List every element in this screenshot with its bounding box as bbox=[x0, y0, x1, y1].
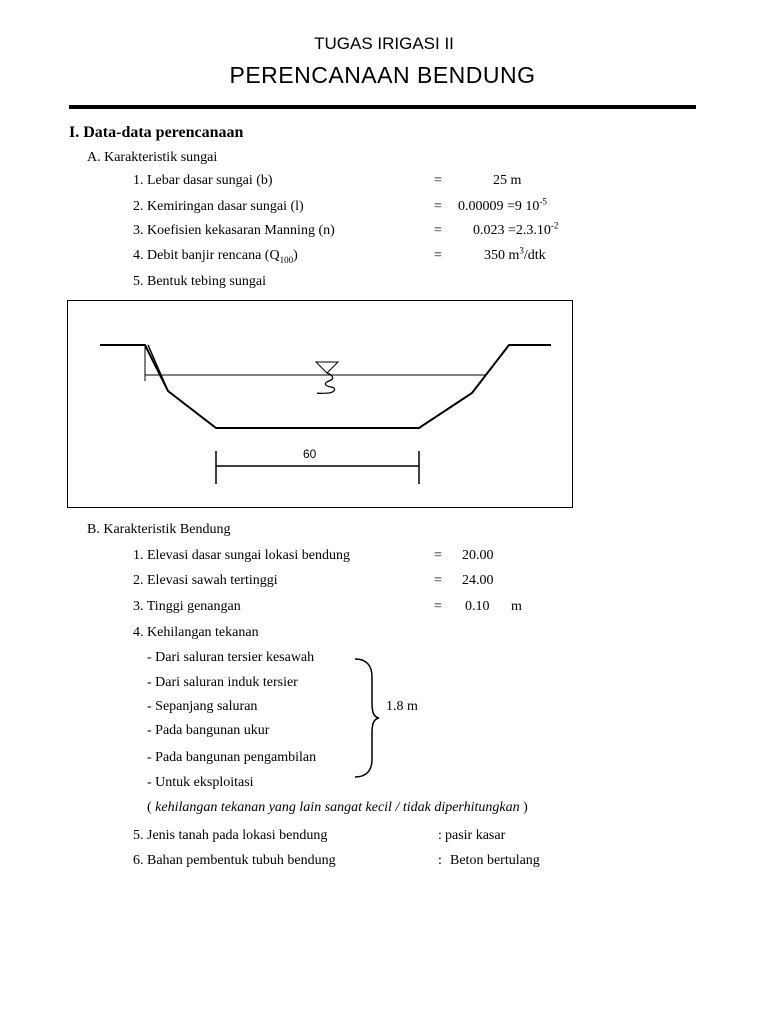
item-value: 25 m bbox=[493, 173, 522, 188]
equals-sign: = bbox=[434, 173, 442, 188]
equals-sign: = bbox=[434, 248, 442, 263]
course-title: TUGAS IRIGASI II bbox=[314, 34, 454, 53]
item-label: 5. Jenis tanah pada lokasi bendung bbox=[133, 828, 328, 843]
item-value: 0.10 bbox=[465, 599, 490, 614]
loss-note: ( kehilangan tekanan yang lain sangat kecil / tidak diperhitungkan ) bbox=[147, 800, 528, 815]
part-a-label: A. Karakteristik sungai bbox=[87, 150, 218, 165]
equals-sign: = bbox=[434, 199, 442, 214]
item-value: 20.00 bbox=[462, 548, 494, 563]
item-value: $0.023 =2.3.10^{-2}$ bbox=[473, 220, 559, 238]
loss-item: - Dari saluran tersier kesawah bbox=[147, 650, 315, 665]
cross-section-svg bbox=[68, 301, 574, 509]
equals-sign: = bbox=[434, 548, 442, 563]
item-label: 1. Lebar dasar sungai (b) bbox=[133, 173, 273, 188]
loss-item: - Sepanjang saluran bbox=[147, 699, 258, 714]
item-unit: m bbox=[511, 599, 522, 614]
loss-item: - Dari saluran induk tersier bbox=[147, 675, 298, 690]
item-label: 2. Kemiringan dasar sungai (l) bbox=[133, 199, 304, 214]
item-value: Beton bertulang bbox=[450, 853, 540, 868]
item-label: 4. Kehilangan tekanan bbox=[133, 625, 259, 640]
water-wave-icon bbox=[317, 373, 335, 393]
item-value: 0.00009 =9 $10^{-5}$ bbox=[458, 196, 547, 214]
equals-sign: = bbox=[434, 599, 442, 614]
dimension-label: 60 bbox=[303, 447, 317, 461]
page-title: PERENCANAAN BENDUNG bbox=[229, 62, 536, 88]
item-label: 3. Koefisien kekasaran Manning (n) bbox=[133, 223, 335, 238]
separator: : bbox=[438, 828, 442, 843]
section-heading: I. Data-data perencanaan bbox=[69, 124, 244, 141]
equals-sign: = bbox=[434, 223, 442, 238]
water-level-icon bbox=[316, 362, 338, 373]
item-label: 4. Debit banjir rencana $(Q_{100})$ bbox=[133, 248, 298, 265]
loss-item: - Untuk eksploitasi bbox=[147, 775, 254, 790]
item-label: 6. Bahan pembentuk tubuh bendung bbox=[133, 853, 336, 868]
channel-outline-left bbox=[100, 345, 551, 428]
equals-sign: = bbox=[434, 573, 442, 588]
loss-item: - Pada bangunan pengambilan bbox=[147, 750, 317, 765]
item-value: 24.00 bbox=[462, 573, 494, 588]
part-b-label: B. Karakteristik Bendung bbox=[87, 522, 231, 537]
river-cross-section-diagram bbox=[67, 300, 573, 508]
item-label: 3. Tinggi genangan bbox=[133, 599, 241, 614]
item-label: 5. Bentuk tebing sungai bbox=[133, 274, 266, 289]
loss-total: 1.8 m bbox=[386, 699, 418, 714]
header-rule bbox=[69, 105, 696, 109]
separator: : bbox=[438, 853, 442, 868]
item-label: 1. Elevasi dasar sungai lokasi bendung bbox=[133, 548, 350, 563]
loss-item: - Pada bangunan ukur bbox=[147, 723, 270, 738]
item-label: 2. Elevasi sawah tertinggi bbox=[133, 573, 278, 588]
curly-brace-icon bbox=[350, 655, 380, 783]
item-value: 350 $m^3$/dtk bbox=[484, 245, 546, 263]
left-bank-offset bbox=[148, 345, 168, 391]
item-value: pasir kasar bbox=[445, 828, 506, 843]
